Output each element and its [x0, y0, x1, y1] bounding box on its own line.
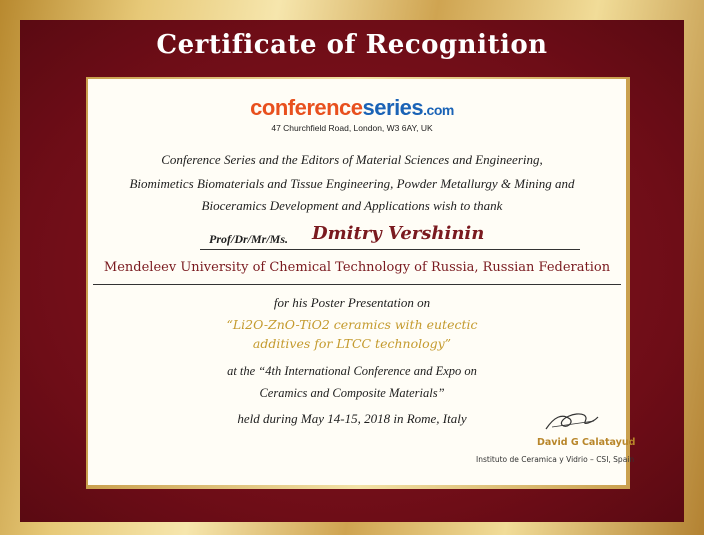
certificate-title: Certificate of Recognition [156, 30, 548, 60]
signatory-name: David G Calatayud [537, 437, 636, 448]
event-date-location: held during May 14-15, 2018 in Rome, Italy [237, 411, 467, 426]
intro-line-2: Biomimetics Biomaterials and Tissue Engineering, Powder Metallurgy & Mining and [129, 176, 575, 191]
recipient-line [200, 225, 580, 250]
organizer-address: 47 Churchfield Road, London, W3 6AY, UK [271, 123, 433, 133]
logo-part-domain: .com [423, 102, 454, 118]
recipient-affiliation: Mendeleev University of Chemical Technology of Russia, Russian Federation [93, 260, 621, 285]
poster-title-line-2: additives for LTCC technology” [252, 336, 452, 351]
recipient-name: Dmitry Vershinin [312, 223, 485, 244]
presentation-intro: for his Poster Presentation on [273, 295, 431, 310]
intro-line-3: Bioceramics Development and Applications wish to thank [201, 198, 503, 213]
handwritten-signature [544, 407, 600, 435]
conference-line-1: at the “4th International Conference and Expo on [227, 364, 477, 378]
conference-series-logo [0, 95, 704, 121]
recipient-prefix: Prof/Dr/Mr/Ms. [209, 232, 289, 246]
signatory-institution: Instituto de Ceramica y Vidrio – CSI, Spain [476, 455, 635, 464]
conference-line-2: Ceramics and Composite Materials” [259, 386, 445, 400]
intro-line-1: Conference Series and the Editors of Material Sciences and Engineering, [161, 152, 543, 167]
logo-part-conference: conference [250, 95, 363, 120]
logo-part-series: series [362, 95, 424, 120]
poster-title-line-1: “Li2O-ZnO-TiO2 ceramics with eutectic [226, 317, 478, 332]
